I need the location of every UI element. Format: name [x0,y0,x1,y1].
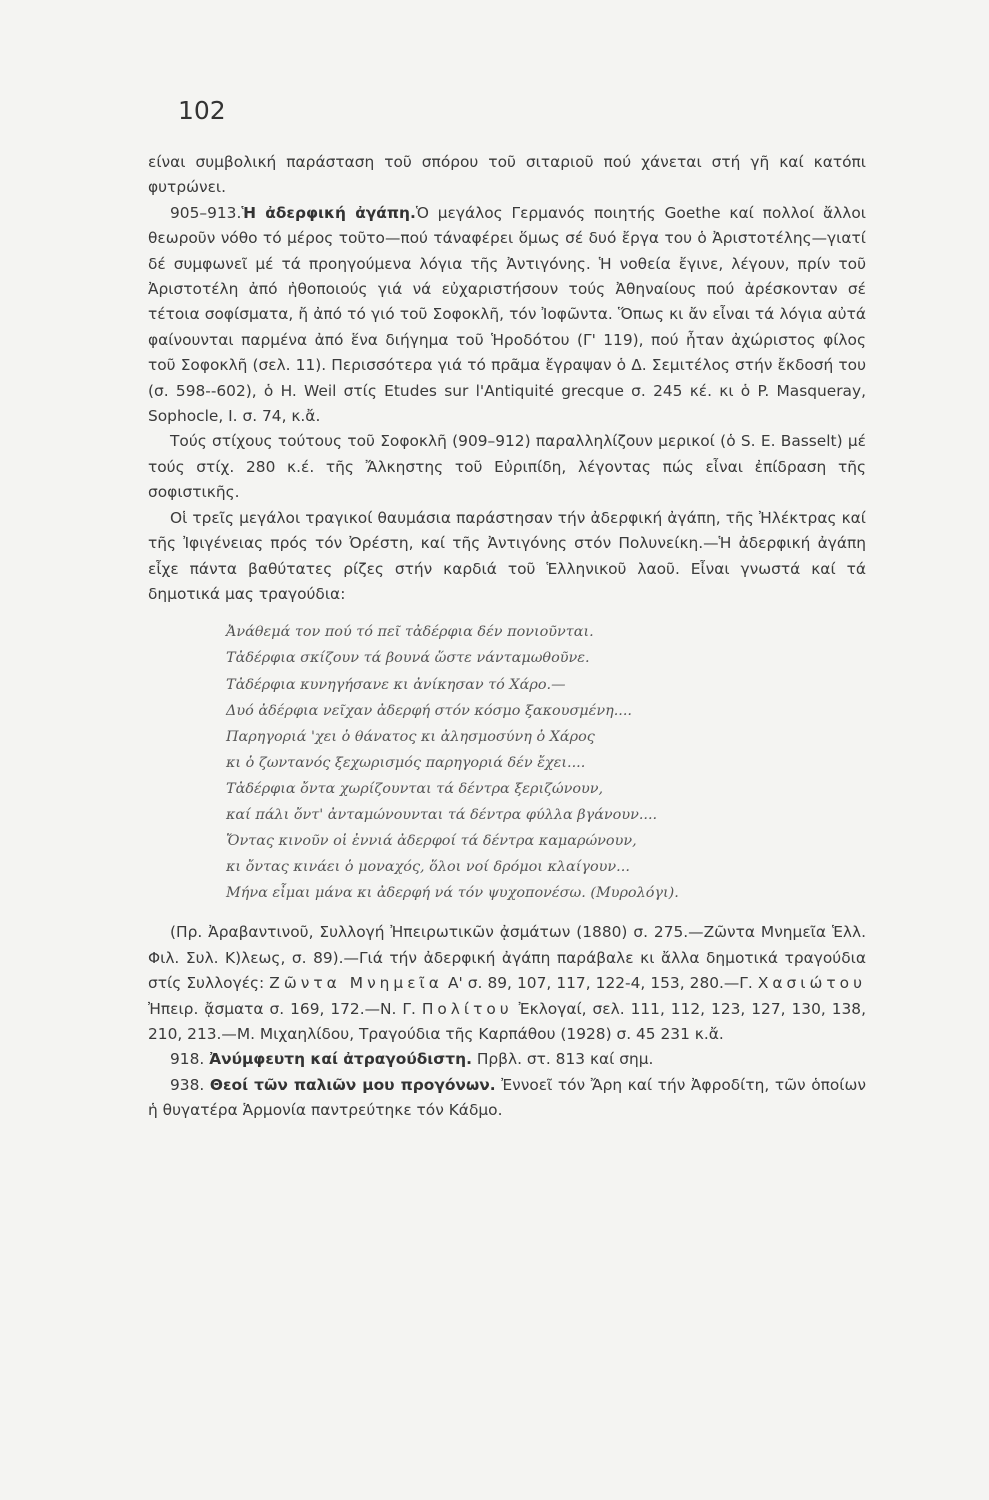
verse-ref: 918. [170,1050,205,1069]
commentary-text: Ἐννοεῖ τόν Ἄρη καί τήν Ἀφροδίτη, τῶν ὁποίων ἡ θυγατέρα Ἁρμονία παντρεύτηκε τόν Κάδμο. [148,1075,866,1120]
paragraph-sources [148,920,866,1047]
poem-line: κι ὄντας κινάει ὁ μοναχός, ὅλοι νοί δρόμοι κλαίγουν... [226,859,630,876]
paragraph-intro: είναι συμβολική παράσταση τοῦ σπόρου τοῦ σιταριοῦ πού χάνεται στή γῆ καί κατόπι φυτρώνει. [148,153,866,197]
page-number: 102 [178,96,226,125]
commentary-938 [148,1073,866,1124]
author-spaced: Πολίτου [421,999,513,1018]
poem-line: καί πάλι ὄντ' ἀνταμώνουνται τά δέντρα φύλλα βγάνουν.... [226,806,658,823]
poem-line: Τἀδέρφια ὄντα χωρίζουνται τά δέντρα ξεριζώνουν, [226,780,604,797]
author-spaced: Ζῶντα Μνημεῖα [269,974,443,993]
sources-text: (Πρ. Ἀραβαντινοῦ, Συλλογή Ἠπειρωτικῶν ᾀσμάτων (1880) σ. 275.—Ζῶντα Μνημεῖα Ἑλλ. Φιλ. Συλ. Κ)λεως, σ. 89).—Γιά τήν ἀδερφική ἀγάπη παράβαλε κι ἄλλα δημοτικά τραγούδια στίς Συλλογές: [148,923,866,993]
verse-ref: 905–913. [170,203,242,222]
paragraph-tragedians: Οἱ τρεῖς μεγάλοι τραγικοί θαυμάσια παράστησαν τήν ἀδερφική ἀγάπη, τῆς Ἠλέκτρας καί τῆς Ἰφιγένειας πρός τόν Ὀρέστη, καί τῆς Ἀντιγόνης στόν Πολυνείκη.—Ἡ ἀδερφική ἀγάπη εἶχε πάντα βαθύτατες ρίζες στήν καρδιά τοῦ Ἑλληνικοῦ λαοῦ. Εἶναι γνωστά καί τά δημοτικά μας τραγούδια: [148,508,866,603]
sources-text: Α' σ. 89, 107, 117, 122-4, 153, 280.—Γ. [442,974,758,993]
poem-line: Ὄντας κινοῦν οἱ ἐννιά ἀδερφοί τά δέντρα καμαρώνουν, [226,833,637,850]
poem-line: Τἀδέρφια κυνηγήσανε κι ἀνίκησαν τό Χάρο.— [226,676,566,693]
commentary-918 [148,1047,866,1072]
paragraph-parallels: Τούς στίχους τούτους τοῦ Σοφοκλῆ (909–912) παραλληλίζουν μερικοί (ὁ S. E. Basselt) μέ τούς στίχ. 280 κ.έ. τῆς Ἄλκηστης τοῦ Εὐριπίδη, λέγοντας πώς εἶναι ἐπίδραση τῆς σοφιστικῆς. [148,432,866,502]
poem-line: Παρηγοριά 'χει ὁ θάνατος κι ἀλησμοσύνη ὁ Χάρος [226,728,595,745]
commentary-text: Πρβλ. στ. 813 καί σημ. [471,1050,654,1069]
lemma-heading: Θεοί τῶν παλιῶν μου προγόνων. [209,1075,496,1094]
poem-line: Ἀνάθεμά τον πού τό πεῖ τἀδέρφια δέν πονιοῦνται. [226,624,594,641]
page-body [148,150,866,1124]
commentary-text: Ὁ μεγάλος Γερμανός ποιητής Goethe καί πολλοί ἄλλοι θεωροῦν νόθο τό μέρος τοῦτο—πού τάναφέρει ὅμως σέ δυό ἔργα του ὁ Ἀριστοτέλης—γιατί δέ συμφωνεῖ μέ τά προηγούμενα λόγια τῆς Ἀντιγόνης. Ἡ νοθεία ἔγινε, λέγουν, πρίν τοῦ Ἀριστοτέλη ἀπό ἠθοποιούς γιά νά εὐχαριστήσουν τούς Ἀθηναίους πού ἀρέσκονταν σέ τέτοια σοφίσματα, ἤ ἀπό τό γιό τοῦ Σοφοκλῆ, τόν Ἰοφῶντα. Ὅπως κι ἄν εἶναι τά λόγια αὐτά φαίνουνται παρμένα ἀπό ἕνα διήγημα τοῦ Ἡροδότου (Γ' 119), πού ἦταν ἀχώριστος φίλος τοῦ Σοφοκλῆ (σελ. 11). Περισσότερα γιά τό πρᾶμα ἔγραψαν ὁ Δ. Σεμιτέλος στήν ἔκδοσή του (σ. 598--602), ὁ H. Weil στίς Etudes sur l'Antiquité grecque σ. 245 κέ. κι ὁ P. Masqueray, Sophocle, I. σ. 74, κ.ἄ. [148,203,867,426]
verse-ref: 938. [170,1075,205,1094]
commentary-905-913 [148,201,866,430]
poem-line: Μήνα εἶμαι μάνα κι ἀδερφή νά τόν ψυχοπονέσω. (Μυρολόγι). [226,885,679,902]
folk-song-quote [226,619,866,906]
poem-line: Τἀδέρφια σκίζουν τά βουνά ὥστε νάνταμωθοῦνε. [226,650,590,667]
poem-line: κι ὁ ζωντανός ξεχωρισμός παρηγοριά δέν ἔχει.... [226,754,586,771]
lemma-heading: Ἡ ἀδερφική ἀγάπη. [241,203,416,222]
sources-text: Ἐκλογαί, σελ. 111, 112, 123, 127, 130, 138, 210, 213.—Μ. Μιχαηλίδου, Τραγούδια τῆς Καρπάθου (1928) σ. 45 231 κ.ἄ. [148,999,866,1043]
sources-text: Ἠπειρ. ᾄσματα σ. 169, 172.—Ν. Γ. [148,999,422,1018]
author-spaced: Χασιώτου [757,974,866,993]
poem-line: Δυό ἀδέρφια νεῖχαν ἀδερφή στόν κόσμο ξακουσμένη.... [226,702,633,719]
lemma-heading: Ἀνύμφευτη καί ἀτραγούδιστη. [209,1050,472,1069]
